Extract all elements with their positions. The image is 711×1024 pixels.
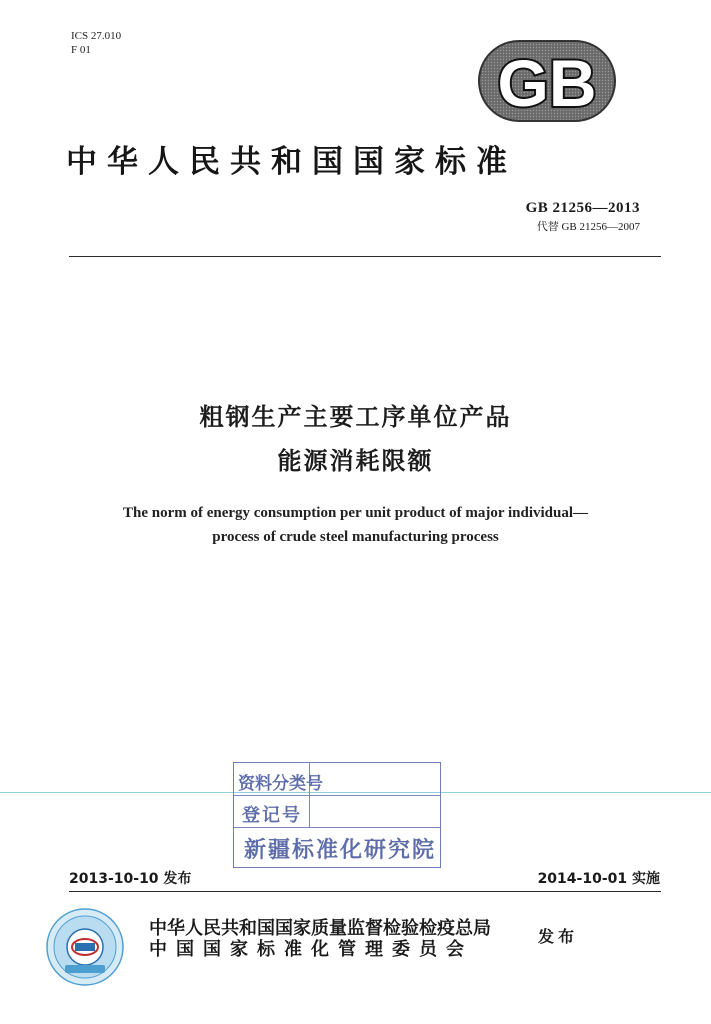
title-en-line2: process of crude steel manufacturing process xyxy=(212,529,499,545)
ics-code: ICS 27.010 xyxy=(71,30,122,42)
replaces-standard: 代替 GB 21256—2007 xyxy=(536,221,640,233)
title-cn-line2: 能源消耗限额 xyxy=(277,447,434,475)
title-cn-line1: 粗钢生产主要工序单位产品 xyxy=(199,403,512,431)
publish-label: 发布 xyxy=(538,927,579,946)
standard-number-block xyxy=(526,200,640,234)
stamp-register-label: 登记号 xyxy=(242,805,302,826)
class-code: F 01 xyxy=(71,44,91,56)
issuer-aqsiq: 中华人民共和国国家质量监督检验检疫总局 xyxy=(149,918,491,939)
library-stamp xyxy=(233,762,441,868)
classification-codes xyxy=(71,29,121,57)
issue-date: 2013-10-10 发布 xyxy=(69,871,192,887)
stamp-institute-name: 新疆标准化研究院 xyxy=(244,838,437,863)
organization-title: 中华人民共和国国家标准 xyxy=(66,144,517,180)
title-en-line1: The norm of energy consumption per unit product of major individual— xyxy=(122,505,589,521)
gb-logo-text: GB xyxy=(497,46,597,120)
top-divider xyxy=(69,256,661,257)
certification-seal-icon xyxy=(45,907,125,987)
issuer-sac: 中国国家标准化管理委员会 xyxy=(149,939,473,960)
gb-logo-icon xyxy=(478,40,616,122)
stamp-category-label: 资料分类号 xyxy=(238,774,323,794)
standard-number: GB 21256—2013 xyxy=(525,200,640,216)
implementation-date: 2014-10-01 实施 xyxy=(537,871,660,887)
bottom-divider xyxy=(69,891,661,892)
